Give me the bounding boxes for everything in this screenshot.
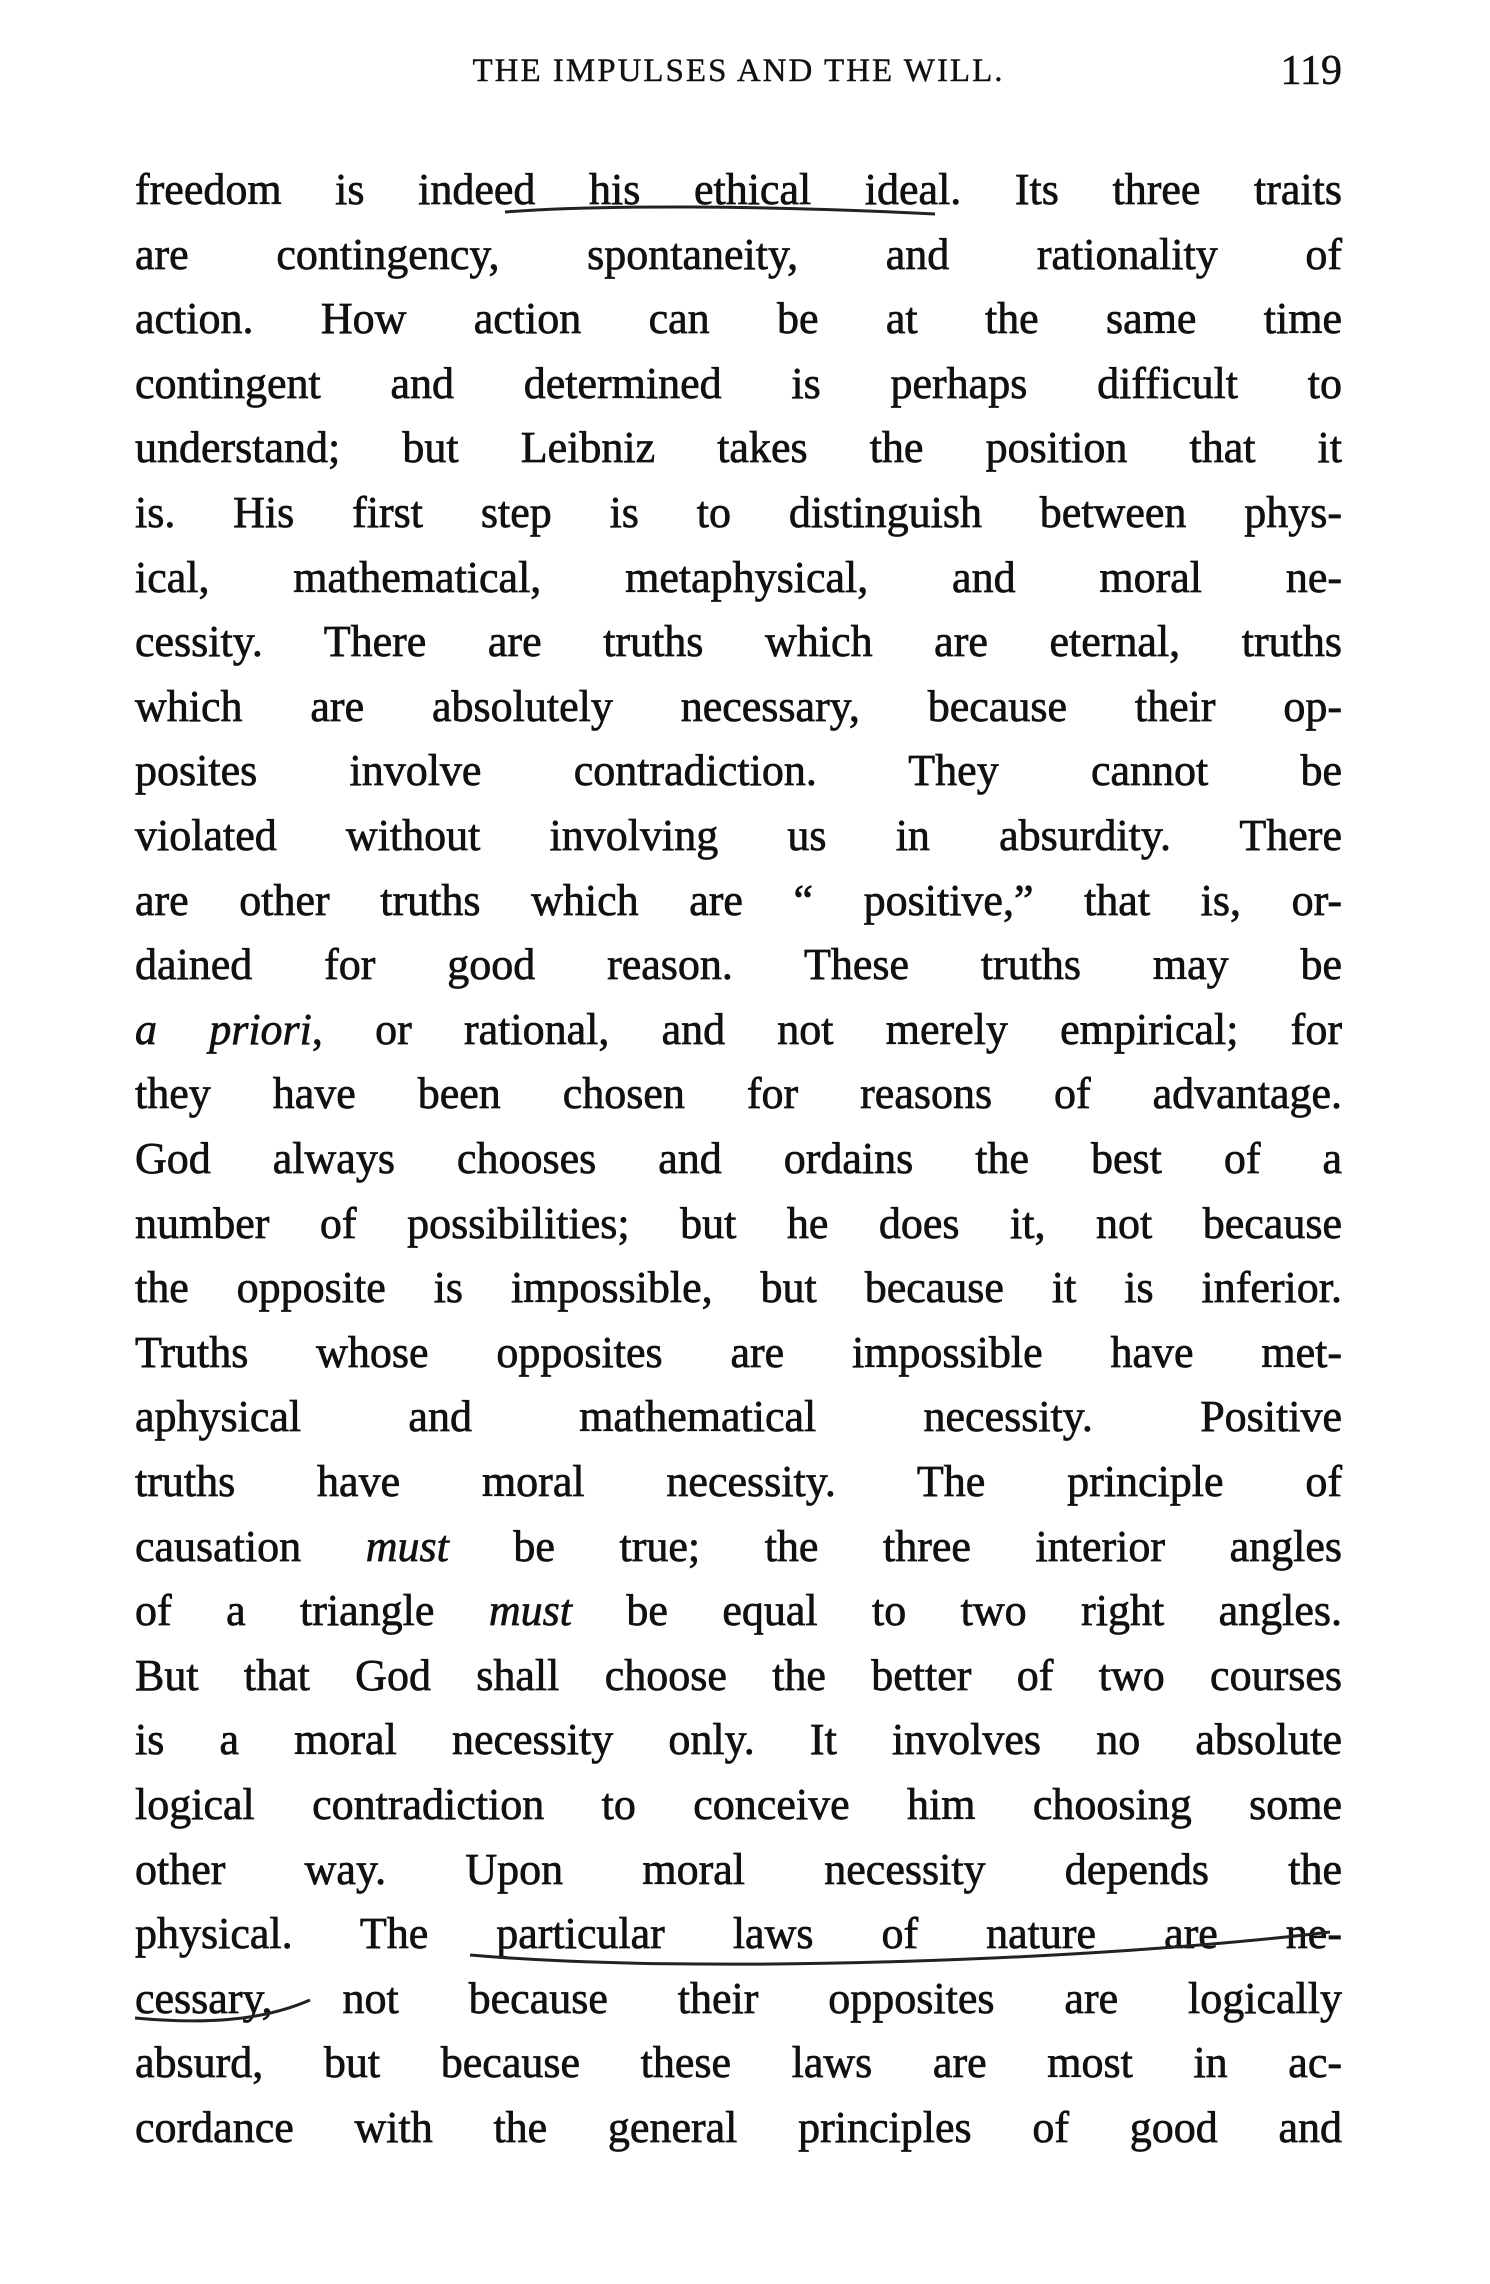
text-segment: are other truths which are “ positive,” that is, or-: [135, 875, 1342, 925]
text-line: [135, 352, 1342, 417]
text-line: [135, 933, 1342, 998]
text-segment: contingent and determined is perhaps difficult to: [135, 358, 1342, 408]
text-line: [135, 610, 1342, 675]
text-segment: understand; but Leibniz takes the position that it: [135, 423, 1342, 473]
text-line: [135, 1192, 1342, 1257]
text-segment: which are absolutely necessary, because their op-: [135, 681, 1342, 731]
text-line: [135, 481, 1342, 546]
text-segment: posites involve contradiction. They cannot be: [135, 746, 1342, 796]
text-segment: are contingency, spontaneity, and rationality of: [135, 229, 1342, 279]
text-line: [135, 1256, 1342, 1321]
text-line: [135, 1321, 1342, 1386]
text-line: [135, 158, 1342, 223]
text-segment: absurd, but because these laws are most in ac-: [135, 2038, 1342, 2088]
text-line: [135, 1644, 1342, 1709]
text-segment: But that God shall choose the better of two courses: [135, 1650, 1342, 1700]
text-segment: is. His first step is to distinguish between phys-: [135, 488, 1342, 537]
text-segment: they have been chosen for reasons of advantage.: [135, 1069, 1342, 1119]
text-line: [135, 416, 1342, 481]
text-line: [135, 1515, 1342, 1580]
text-line: [135, 675, 1342, 740]
text-segment: cessary, not because their opposites are logically: [135, 1973, 1342, 2023]
text-line: [135, 1385, 1342, 1450]
text-segment: ical, mathematical, metaphysical, and moral ne-: [135, 552, 1342, 602]
text-line: [135, 1579, 1342, 1644]
text-segment: freedom is indeed his ethical ideal. Its three traits: [135, 165, 1342, 214]
text-line: [135, 546, 1342, 611]
text-line: [135, 1902, 1342, 1967]
text-segment: , or rational, and not merely empirical; for: [311, 1004, 1342, 1054]
text-segment: be true; the three interior angles: [448, 1521, 1342, 1571]
text-segment: logical contradiction to conceive him choosing some: [135, 1780, 1342, 1829]
text-line: [135, 998, 1342, 1063]
text-segment: the opposite is impossible, but because it is inferior.: [135, 1263, 1342, 1313]
italic-text: must: [365, 1521, 449, 1571]
text-line: [135, 1127, 1342, 1192]
text-line: [135, 804, 1342, 869]
text-segment: be equal to two right angles.: [571, 1586, 1342, 1636]
text-line: [135, 1967, 1342, 2032]
text-line: [135, 739, 1342, 804]
text-line: [135, 287, 1342, 352]
text-line: [135, 223, 1342, 288]
text-segment: causation: [135, 1521, 366, 1571]
text-line: [135, 1062, 1342, 1127]
text-segment: action. How action can be at the same time: [135, 294, 1342, 344]
text-segment: Truths whose opposites are impossible have met-: [135, 1327, 1342, 1377]
text-line: [135, 1838, 1342, 1903]
text-line: [135, 2096, 1342, 2161]
text-segment: other way. Upon moral necessity depends the: [135, 1844, 1342, 1894]
text-segment: aphysical and mathematical necessity. Positive: [135, 1392, 1342, 1442]
page-number: 119: [1280, 48, 1342, 94]
running-title: THE IMPULSES AND THE WILL.: [472, 53, 1005, 89]
text-segment: cessity. There are truths which are eternal, truths: [135, 617, 1342, 667]
text-line: [135, 1708, 1342, 1773]
text-segment: physical. The particular laws of nature are ne-: [135, 1909, 1342, 1959]
italic-text: a priori: [135, 1004, 312, 1054]
text-line: [135, 869, 1342, 934]
text-segment: dained for good reason. These truths may be: [135, 940, 1342, 990]
text-segment: violated without involving us in absurdity. There: [135, 811, 1342, 860]
text-segment: number of possibilities; but he does it, not because: [135, 1198, 1342, 1248]
text-line: [135, 1450, 1342, 1515]
text-segment: truths have moral necessity. The principle of: [135, 1457, 1342, 1506]
text-segment: of a triangle: [135, 1586, 489, 1636]
text-line: [135, 2031, 1342, 2096]
text-segment: is a moral necessity only. It involves no absolute: [135, 1715, 1342, 1765]
text-line: [135, 1773, 1342, 1838]
text-segment: cordance with the general principles of good and: [135, 2103, 1342, 2152]
italic-text: must: [488, 1586, 572, 1636]
running-header: [135, 46, 1342, 96]
text-segment: God always chooses and ordains the best of a: [135, 1134, 1342, 1183]
